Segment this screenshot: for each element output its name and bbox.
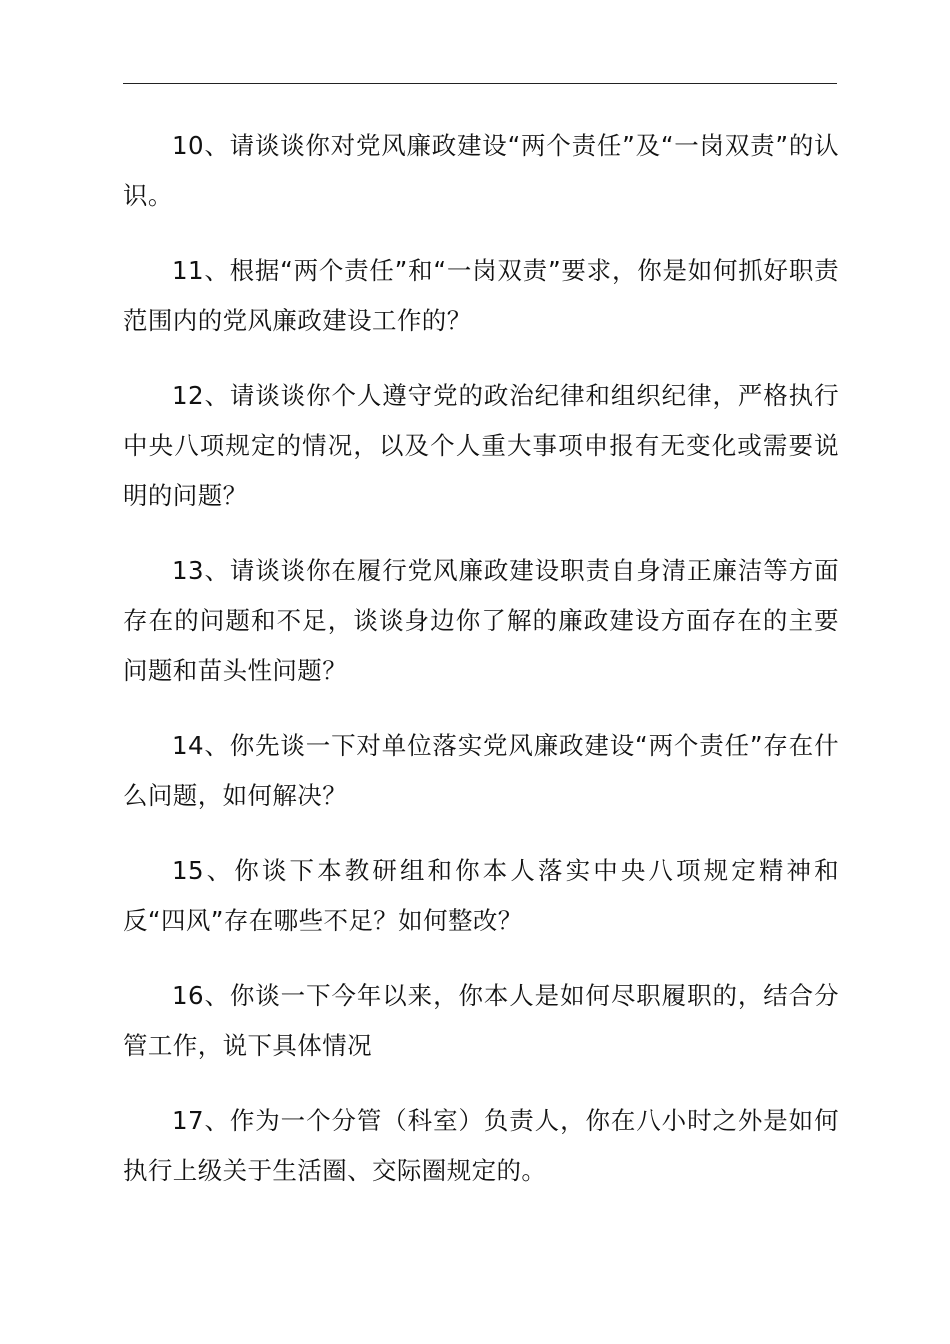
- question-item: 11、根据“两个责任”和“一岗双责”要求，你是如何抓好职责范围内的党风廉政建设工作的？: [123, 256, 839, 335]
- question-item: 12、请谈谈你个人遵守党的政治纪律和组织纪律，严格执行中央八项规定的情况，以及个人重大事项申报有无变化或需要说明的问题？: [123, 381, 839, 510]
- question-item: 15、你谈下本教研组和你本人落实中央八项规定精神和反“四风”存在哪些不足？如何整改？: [123, 856, 839, 935]
- question-item: 17、作为一个分管（科室）负责人，你在八小时之外是如何执行上级关于生活圈、交际圈规定的。: [123, 1106, 839, 1185]
- question-item: 13、请谈谈你在履行党风廉政建设职责自身清正廉洁等方面存在的问题和不足，谈谈身边你了解的廉政建设方面存在的主要问题和苗头性问题？: [123, 556, 839, 685]
- question-item: 10、请谈谈你对党风廉政建设“两个责任”及“一岗双责”的认识。: [123, 131, 839, 210]
- header-rule: [123, 83, 837, 84]
- question-list: [123, 121, 839, 1221]
- question-item: 14、你先谈一下对单位落实党风廉政建设“两个责任”存在什么问题，如何解决？: [123, 731, 839, 810]
- question-item: 16、你谈一下今年以来，你本人是如何尽职履职的，结合分管工作，说下具体情况: [123, 981, 839, 1060]
